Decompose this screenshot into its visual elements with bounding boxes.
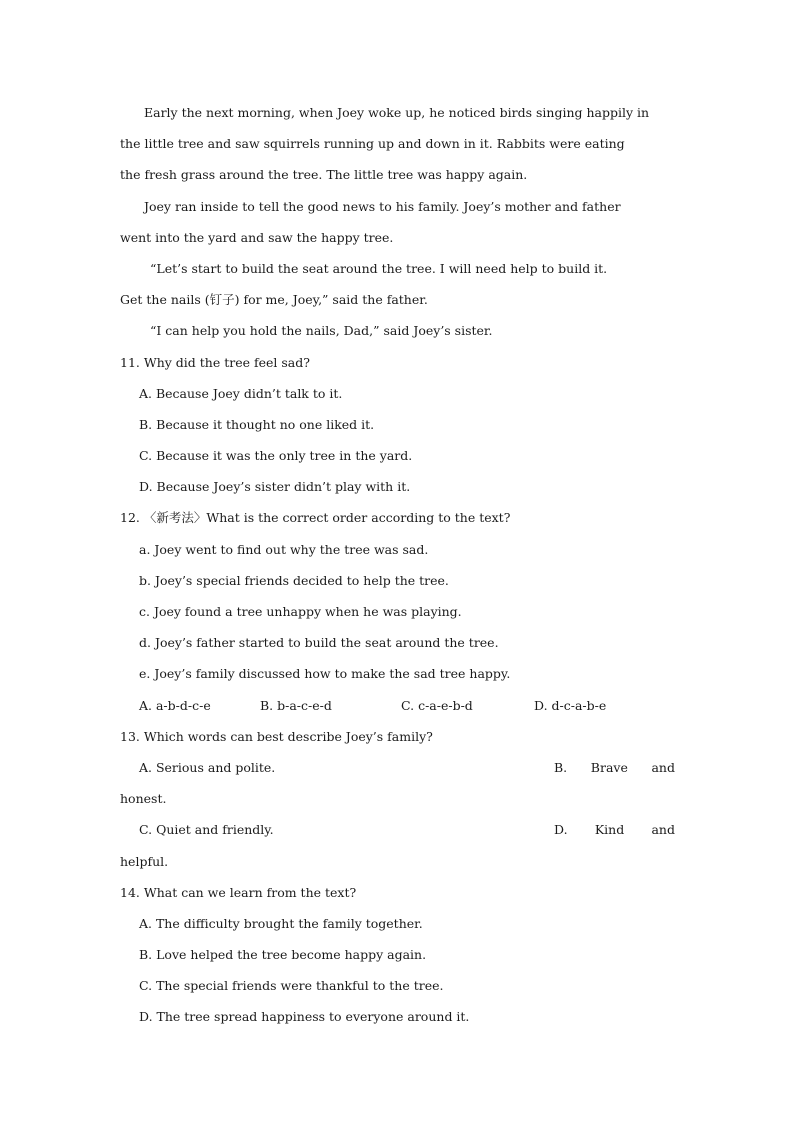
option-b-word-1: Brave [590,759,628,775]
question-12-event-d: d. Joey’s father started to build the seat around the tree. [139,635,499,651]
question-13-option-b-continued: honest. [120,791,167,807]
question-12-event-a: a. Joey went to find out why the tree was sad. [139,541,429,557]
question-13-options-row-2 [120,814,675,845]
option-d-word-1: Kind [594,822,625,838]
question-14-option-a: A. The difficulty brought the family together. [139,915,423,931]
question-11-option-c: C. Because it was the only tree in the yard. [139,448,413,464]
question-11-option-b: B. Because it thought no one liked it. [139,416,375,432]
option-b-word-2: and [651,759,675,775]
question-14-option-b: B. Love helped the tree become happy again. [139,947,427,963]
question-12-stem: 12. 〈新考法〉What is the correct order according to the text? [120,510,511,526]
document-page [120,97,675,1033]
question-12-event-c: c. Joey found a tree unhappy when he was playing. [139,604,462,619]
question-14-option-c: C. The special friends were thankful to the tree. [139,978,444,994]
question-12-option-d: D. d-c-a-b-e [534,697,607,713]
question-12-option-c: C. c-a-e-b-d [401,697,473,713]
passage-line: the little tree and saw squirrels running up and down in it. Rabbits were eating [120,136,625,152]
question-12-event-e: e. Joey’s family discussed how to make the sad tree happy. [139,666,511,682]
question-13-option-d [554,814,675,845]
question-13-stem: 13. Which words can best describe Joey’s family? [120,728,433,744]
question-13-option-a: A. Serious and polite. [139,759,276,775]
passage-line: “I can help you hold the nails, Dad,” said Joey’s sister. [150,323,493,339]
question-12-options [120,690,675,721]
option-d-letter: D. [554,822,568,838]
question-12-option-b: B. b-a-c-e-d [260,697,332,713]
passage-line: Early the next morning, when Joey woke up, he noticed birds singing happily in [144,105,650,120]
question-11-option-a: A. Because Joey didn’t talk to it. [139,385,343,401]
passage-line: the fresh grass around the tree. The little tree was happy again. [120,167,528,183]
question-13-option-b [554,752,675,783]
question-13-option-c: C. Quiet and friendly. [139,822,274,838]
option-b-letter: B. [554,759,568,775]
question-12-option-a: A. a-b-d-c-e [139,697,211,713]
question-13-option-d-continued: helpful. [120,853,169,869]
question-12-event-b: b. Joey’s special friends decided to help the tree. [139,572,449,588]
passage-line: Get the nails (钉子) for me, Joey,” said the father. [120,292,428,308]
passage-line: “Let’s start to build the seat around the tree. I will need help to build it. [150,260,608,276]
question-11-option-d: D. Because Joey’s sister didn’t play with it. [139,479,411,495]
question-13-options-row-1 [120,752,675,783]
question-11-stem: 11. Why did the tree feel sad? [120,354,310,370]
option-d-word-2: and [651,822,675,838]
question-14-stem: 14. What can we learn from the text? [120,884,357,900]
question-14-option-d: D. The tree spread happiness to everyone around it. [139,1009,470,1025]
passage-line: went into the yard and saw the happy tree. [120,229,394,245]
passage-line: Joey ran inside to tell the good news to his family. Joey’s mother and father [144,198,621,214]
